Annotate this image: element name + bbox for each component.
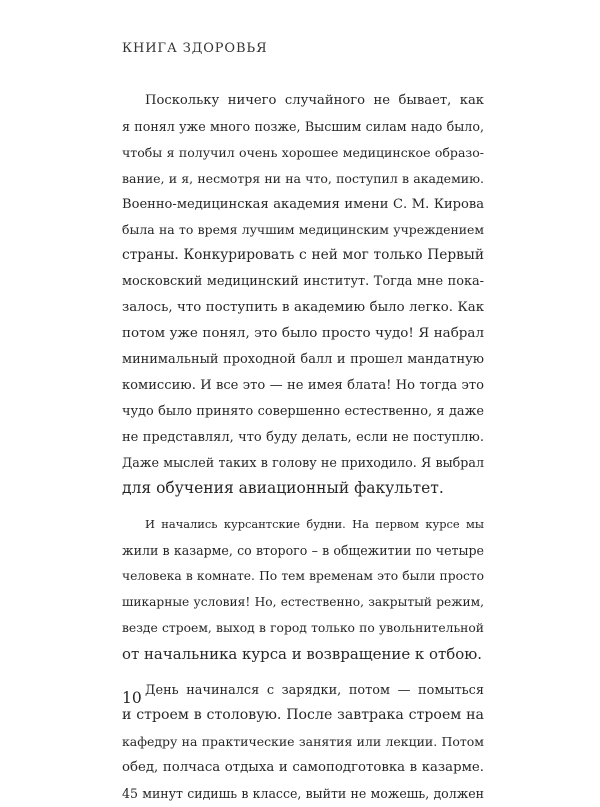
text-line: страны. Конкурировать с ней мог только Первый xyxy=(122,247,484,264)
text-line: кафедру на практические занятия или лекции. Потом xyxy=(122,734,484,750)
text-line: 45 минут сидишь в классе, выйти не можешь, должен xyxy=(122,786,484,802)
text-line: И начались курсантские будни. На первом курсе мы xyxy=(145,517,484,532)
text-line: не представлял, что буду делать, если не поступлю. xyxy=(122,429,484,445)
body-text xyxy=(122,88,484,807)
text-line: жили в казарме, со второго – в общежитии по четыре xyxy=(122,543,484,559)
text-line: везде строем, выход в город только по увольнительной xyxy=(122,620,484,635)
text-line: Поскольку ничего случайного не бывает, как xyxy=(145,93,484,108)
running-head: КНИГА ЗДОРОВЬЯ xyxy=(122,41,268,56)
text-line: шикарные условия! Но, естественно, закрытый режим, xyxy=(122,594,484,609)
text-line: человека в комнате. По тем временам это были просто xyxy=(122,569,484,584)
text-line: обед, полчаса отдыха и самоподготовка в казарме. xyxy=(122,760,484,776)
page-number: 10 xyxy=(122,689,142,707)
text-line: Военно-медицинская академия имени С. М. Кирова xyxy=(122,196,484,212)
paragraph xyxy=(122,512,484,667)
text-line: комиссию. И все это — не имея блата! Но тогда это xyxy=(122,377,484,393)
text-line: для обучения авиационный факультет. xyxy=(122,479,444,498)
text-line: чудо было принято совершенно естественно, я даже xyxy=(122,403,484,419)
text-line: Даже мыслей таких в голову не приходило. Я выбрал xyxy=(122,455,484,471)
text-line: от начальника курса и возвращение к отбою. xyxy=(122,644,482,663)
text-line: московский медицинский институт. Тогда мне пока- xyxy=(122,274,484,290)
text-line: и строем в столовую. После завтрака строем на xyxy=(122,707,484,724)
text-line: была на то время лучшим медицинским учреждением xyxy=(122,222,484,238)
text-line: День начинался с зарядки, потом — помыться xyxy=(145,682,484,698)
text-line: вание, и я, несмотря ни на что, поступил в академию. xyxy=(122,170,484,186)
text-line: минимальный проходной балл и прошел мандатную xyxy=(122,351,484,367)
text-line: залось, что поступить в академию было легко. Как xyxy=(122,300,484,316)
text-line: я понял уже много позже, Высшим силам надо было, xyxy=(122,118,484,134)
text-line: потом уже понял, это было просто чудо! Я набрал xyxy=(122,326,484,342)
paragraph xyxy=(122,678,484,807)
text-line: чтобы я получил очень хорошее медицинское образо- xyxy=(122,144,484,160)
paragraph xyxy=(122,88,484,502)
